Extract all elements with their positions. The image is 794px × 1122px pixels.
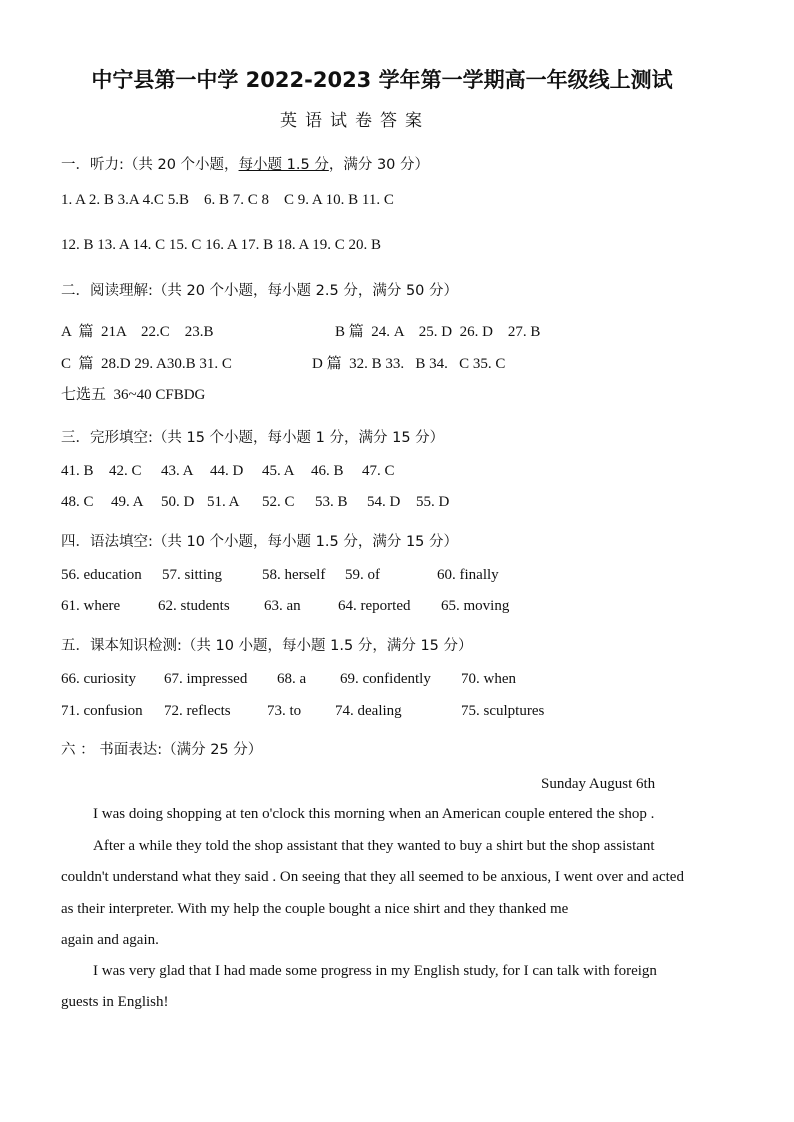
essay-date: Sunday August 6th <box>541 776 656 792</box>
listening-answers-line2: 12. B 13. A 14. C 15. C 16. A 17. B 18. A 19. C 20. B <box>61 237 382 253</box>
essay-line: I was very glad that I had made some progress in my English study, for I can talk with foreign <box>93 963 657 979</box>
cloze-answer: 46. B <box>311 463 344 479</box>
essay-line: as their interpreter. With my help the couple bought a nice shirt and they thanked me <box>61 901 569 917</box>
grammar-answer: 59. of <box>345 567 380 583</box>
listening-heading <box>61 153 429 174</box>
textbook-answer: 69. confidently <box>340 671 431 687</box>
grammar-answer: 64. reported <box>338 598 411 614</box>
reading-passage-c: C 篇 28.D 29. A30.B 31. C <box>61 356 232 372</box>
cloze-answer: 51. A <box>207 494 240 510</box>
textbook-answer: 75. sculptures <box>461 703 545 719</box>
cloze-answer: 45. A <box>262 463 295 479</box>
cloze-answer: 53. B <box>315 494 348 510</box>
cloze-answer: 54. D <box>367 494 401 510</box>
grammar-answer: 61. where <box>61 598 121 614</box>
listening-heading-underlined: 每小题 1.5 分 <box>238 157 329 173</box>
cloze-heading: 三．完形填空:（共 15 个小题，每小题 1 分，满分 15 分） <box>61 430 445 446</box>
grammar-answer: 58. herself <box>262 567 326 583</box>
essay-line: couldn't understand what they said . On seeing that they all seemed to be anxious, I went over and acted <box>61 869 684 885</box>
listening-answers-line1: 1. A 2. B 3.A 4.C 5.B 6. B 7. C 8 C 9. A 10. B 11. C <box>61 192 394 208</box>
grammar-answer: 56. education <box>61 567 142 583</box>
textbook-heading: 五．课本知识检测:（共 10 小题，每小题 1.5 分，满分 15 分） <box>61 638 473 654</box>
grammar-answer: 60. finally <box>437 567 499 583</box>
textbook-answer: 70. when <box>461 671 516 687</box>
essay-line: After a while they told the shop assistant that they wanted to buy a shirt but the shop assistant <box>93 838 655 854</box>
listening-heading-start: 一．听力:（共 20 个小题， <box>61 157 239 173</box>
page-subtitle: 英语试卷答案 <box>280 111 430 131</box>
grammar-answer: 62. students <box>158 598 230 614</box>
reading-seven-five: 七选五 36~40 CFBDG <box>61 387 206 403</box>
textbook-answer: 73. to <box>267 703 302 719</box>
essay-line: again and again. <box>61 932 159 948</box>
grammar-answer: 63. an <box>264 598 301 614</box>
reading-passage-d: D 篇 32. B 33. B 34. C 35. C <box>312 356 506 372</box>
writing-heading: 六 ： 书面表达:（满分 25 分） <box>61 742 263 758</box>
cloze-answer: 52. C <box>262 494 295 510</box>
grammar-answer: 65. moving <box>441 598 510 614</box>
listening-heading-end: ，满分 30 分） <box>328 157 430 173</box>
reading-heading: 二．阅读理解:（共 20 个小题，每小题 2.5 分，满分 50 分） <box>61 283 458 299</box>
cloze-answer: 44. D <box>210 463 244 479</box>
essay-line: guests in English! <box>61 994 169 1010</box>
cloze-answer: 49. A <box>111 494 144 510</box>
textbook-answer: 68. a <box>277 671 307 687</box>
textbook-answer: 72. reflects <box>164 703 231 719</box>
cloze-answer: 41. B <box>61 463 94 479</box>
grammar-heading: 四．语法填空:（共 10 个小题，每小题 1.5 分，满分 15 分） <box>61 534 458 550</box>
reading-passage-b: B 篇 24. A 25. D 26. D 27. B <box>335 324 541 340</box>
textbook-answer: 74. dealing <box>335 703 402 719</box>
essay-line: I was doing shopping at ten o'clock this morning when an American couple entered the shop . <box>93 806 655 822</box>
textbook-answer: 67. impressed <box>164 671 248 687</box>
cloze-answer: 42. C <box>109 463 142 479</box>
cloze-answer: 55. D <box>416 494 450 510</box>
reading-passage-a: A 篇 21A 22.C 23.B <box>61 324 214 340</box>
textbook-answer: 66. curiosity <box>61 671 136 687</box>
grammar-answer: 57. sitting <box>162 567 223 583</box>
page-title: 中宁县第一中学 2022-2023 学年第一学期高一年级线上测试 <box>91 68 673 92</box>
cloze-answer: 43. A <box>161 463 194 479</box>
textbook-answer: 71. confusion <box>61 703 143 719</box>
cloze-answer: 47. C <box>362 463 395 479</box>
cloze-answer: 48. C <box>61 494 94 510</box>
cloze-answer: 50. D <box>161 494 195 510</box>
